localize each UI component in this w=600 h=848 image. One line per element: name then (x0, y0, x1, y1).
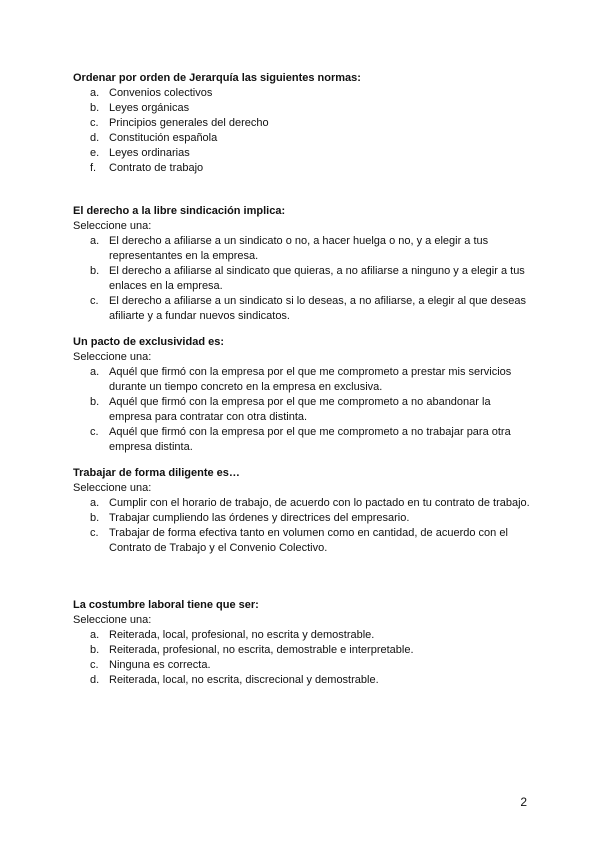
option-item (73, 496, 533, 511)
page-number: 2 (520, 795, 527, 809)
option-text: Cumplir con el horario de trabajo, de acuerdo con lo pactado en tu contrato de trabajo. (109, 497, 530, 509)
question-prompt: Seleccione una: (73, 351, 152, 363)
option-marker: d. (90, 674, 100, 686)
option-list (73, 86, 361, 176)
question-prompt: Seleccione una: (73, 220, 152, 232)
option-text: Aquél que firmó con la empresa por el que me comprometo a no trabajar para otra empresa distinta. (109, 426, 511, 453)
option-item (73, 264, 533, 294)
option-text: Convenios colectivos (109, 87, 213, 99)
option-marker: f. (90, 162, 97, 174)
option-marker: a. (90, 497, 100, 509)
option-item (73, 234, 533, 264)
option-marker: b. (90, 102, 100, 114)
option-item (73, 146, 361, 161)
option-marker: c. (90, 527, 99, 539)
option-marker: c. (90, 295, 99, 307)
option-item (73, 395, 533, 425)
option-marker: b. (90, 512, 100, 524)
option-marker: b. (90, 644, 100, 656)
option-item (73, 628, 414, 643)
option-marker: a. (90, 629, 100, 641)
option-marker: a. (90, 87, 100, 99)
option-item (73, 161, 361, 176)
option-marker: c. (90, 659, 99, 671)
option-text: Reiterada, local, no escrita, discrecional y demostrable. (109, 674, 379, 686)
option-marker: c. (90, 117, 99, 129)
option-marker: e. (90, 147, 100, 159)
option-text: Reiterada, profesional, no escrita, demostrable e interpretable. (109, 644, 414, 656)
question-prompt: Seleccione una: (73, 614, 152, 626)
question-5 (73, 598, 414, 688)
question-2 (73, 204, 533, 324)
option-item (73, 658, 414, 673)
option-list (73, 628, 414, 688)
option-text: Leyes orgánicas (109, 102, 190, 114)
option-item (73, 294, 533, 324)
option-text: Principios generales del derecho (109, 117, 269, 129)
option-item (73, 101, 361, 116)
option-marker: a. (90, 366, 100, 378)
question-title: Trabajar de forma diligente es… (73, 467, 240, 479)
option-item (73, 116, 361, 131)
option-text: El derecho a afiliarse a un sindicato o no, a hacer huelga o no, y a elegir a tus representantes en la empresa. (109, 235, 489, 262)
option-text: Aquél que firmó con la empresa por el que me comprometo a no abandonar la empresa para contratar con otra distinta. (109, 396, 491, 423)
question-1 (73, 71, 361, 176)
option-item (73, 511, 533, 526)
option-text: Aquél que firmó con la empresa por el que me comprometo a prestar mis servicios durante un tiempo concreto en la empresa en exclusiva. (109, 366, 512, 393)
option-text: Contrato de trabajo (109, 162, 204, 174)
option-item (73, 643, 414, 658)
question-prompt: Seleccione una: (73, 482, 152, 494)
option-text: Trabajar cumpliendo las órdenes y directrices del empresario. (109, 512, 410, 524)
option-item (73, 131, 361, 146)
option-text: Constitución española (109, 132, 218, 144)
question-title: Ordenar por orden de Jerarquía las siguientes normas: (73, 72, 361, 84)
question-3 (73, 335, 533, 455)
option-list (73, 365, 533, 455)
option-text: El derecho a afiliarse a un sindicato si lo deseas, a no afiliarse, a elegir al que deseas afiliarte y a fundar nuevos sindicatos. (109, 295, 527, 322)
option-marker: d. (90, 132, 100, 144)
question-title: Un pacto de exclusividad es: (73, 336, 224, 348)
question-title: La costumbre laboral tiene que ser: (73, 599, 259, 611)
option-marker: a. (90, 235, 100, 247)
option-text: Reiterada, local, profesional, no escrita y demostrable. (109, 629, 375, 641)
question-title: El derecho a la libre sindicación implica: (73, 205, 286, 217)
option-item (73, 365, 533, 395)
question-4 (73, 466, 533, 556)
option-marker: b. (90, 265, 100, 277)
option-item (73, 526, 533, 556)
option-text: El derecho a afiliarse al sindicato que quieras, a no afiliarse a ninguno y a elegir a tus enlaces en la empresa. (109, 265, 525, 292)
option-marker: c. (90, 426, 99, 438)
option-text: Trabajar de forma efectiva tanto en volumen como en cantidad, de acuerdo con el Contrato de Trabajo y el Convenio Colectivo. (109, 527, 508, 554)
option-item (73, 673, 414, 688)
option-marker: b. (90, 396, 100, 408)
option-item (73, 86, 361, 101)
option-text: Ninguna es correcta. (109, 659, 211, 671)
option-item (73, 425, 533, 455)
option-list (73, 496, 533, 556)
option-list (73, 234, 533, 324)
option-text: Leyes ordinarias (109, 147, 190, 159)
